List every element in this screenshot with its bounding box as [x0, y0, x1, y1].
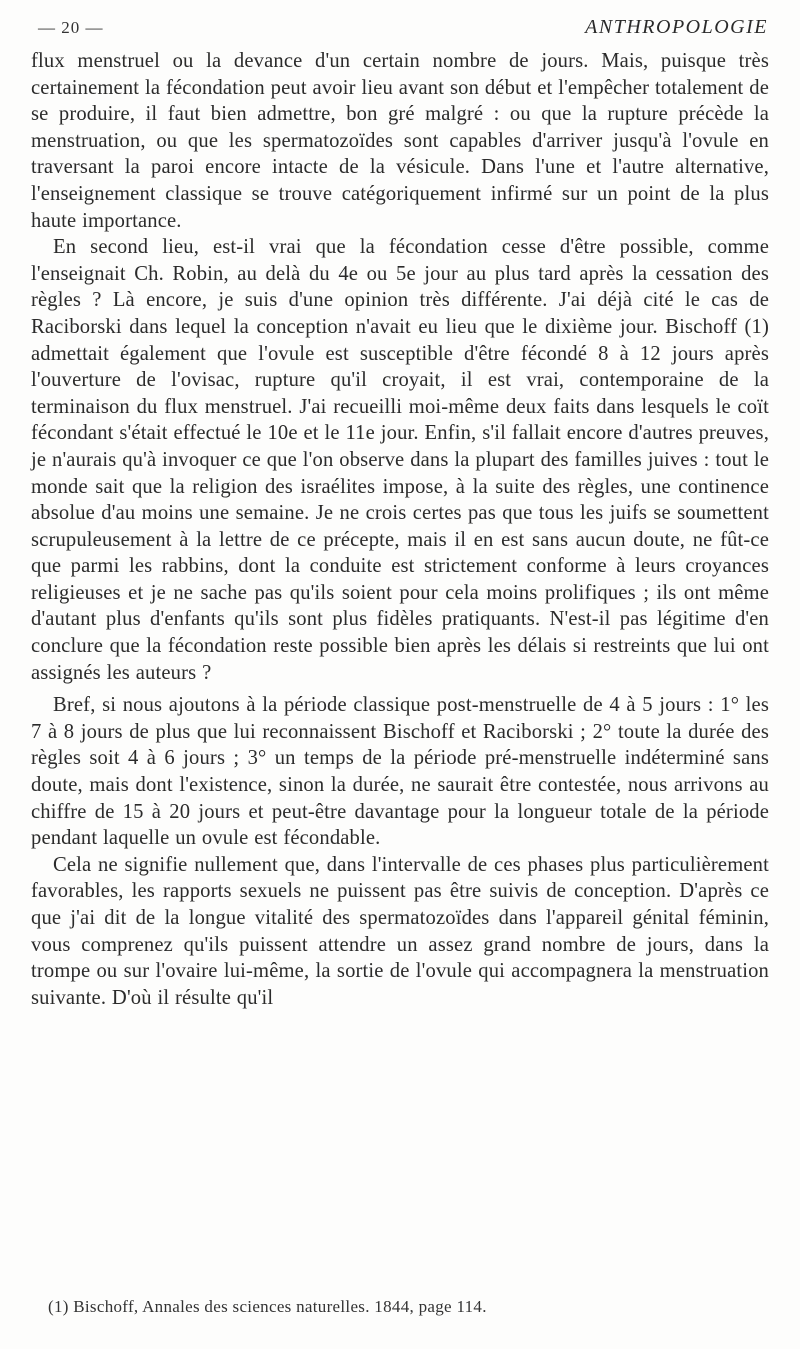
footnote: (1) Bischoff, Annales des sciences naturelles. 1844, page 114. [48, 1297, 487, 1316]
paragraph-fecondation: En second lieu, est-il vrai que la fécondation cesse d'être possible, comme l'enseignait Ch. Robin, au delà du 4e ou 5e jour au plus tard après la cessation des règles ? Là encore, je suis d'une opinion très différente. J'ai déjà cité le cas de Raciborski dans lequel la conception n'avait eu lieu que le dixième jour. Bischoff (1) admettait également que l'ovule est susceptible d'être fécondé 8 à 12 jours après l'ouverture de l'ovisac, rupture qu'il croyait, il est vrai, contemporaine de la terminaison du flux menstruel. J'ai recueilli moi-même deux faits dans lesquels le coït fécondant s'était effectué le 10e et le 11e jour. Enfin, s'il fallait encore d'autres preuves, je n'aurais qu'à invoquer ce que l'on observe dans la plupart des familles juives : tout le monde sait que la religion des israélites impose, à la suite des règles, une continence absolue d'au moins une semaine. Je ne crois certes pas que tous les juifs se soumettent scrupuleusement à la lettre de ce précepte, mais il en est sans aucun doute, ne fût-ce que parmi les rabbins, dont la conduite est strictement conforme à leurs croyances religieuses et je ne sache pas qu'ils soient pour cela moins prolifiques ; ils ont même d'autant plus d'enfants qu'ils sont plus fidèles pratiquants. N'est-il pas légitime d'en conclure que la fécondation reste possible bien après les délais si restreints que lui ont assignés les auteurs ? [31, 236, 769, 684]
running-title: ANTHROPOLOGIE [585, 16, 768, 38]
body-text [31, 48, 769, 1011]
running-header [30, 16, 770, 42]
paragraph-bref: Bref, si nous ajoutons à la période classique post-menstruelle de 4 à 5 jours : 1° les 7 à 8 jours de plus que lui reconnaissent Bischoff et Raciborski ; 2° toute la durée des règles soit 4 à 6 jours ; 3° un temps de la période pré-menstruelle indéterminé sans doute, mais dont l'existence, sinon la durée, ne saurait être contestée, nous arrivons au chiffre de 15 à 20 jours et peut-être davantage pour la longueur totale de la période pendant laquelle un ovule est fécondable. [31, 694, 769, 850]
paragraph-cela: Cela ne signifie nullement que, dans l'intervalle de ces phases plus particulièrement favorables, les rapports sexuels ne puissent pas être suivis de conception. D'après ce que j'ai dit de la longue vitalité des spermatozoïdes dans l'appareil génital féminin, vous comprenez qu'ils puissent attendre un assez grand nombre de jours, dans la trompe ou sur l'ovaire lui-même, la sortie de l'ovule qui accompagnera la menstruation suivante. D'où il résulte qu'il [31, 853, 769, 1009]
page-number: — 20 — [38, 18, 104, 37]
paragraph-continued: flux menstruel ou la devance d'un certain nombre de jours. Mais, puisque très certainement la fécondation peut avoir lieu avant son début et l'empêcher totalement de se produire, il faut bien admettre, bon gré malgré : ou que la rupture précède la menstruation, ou que les spermatozoïdes sont capables d'arriver jusqu'à l'ovule en traversant la paroi encore intacte de la vésicule. Dans l'une et l'autre alternative, l'enseignement classique se trouve catégoriquement infirmé sur un point de la plus haute importance. [31, 50, 769, 232]
